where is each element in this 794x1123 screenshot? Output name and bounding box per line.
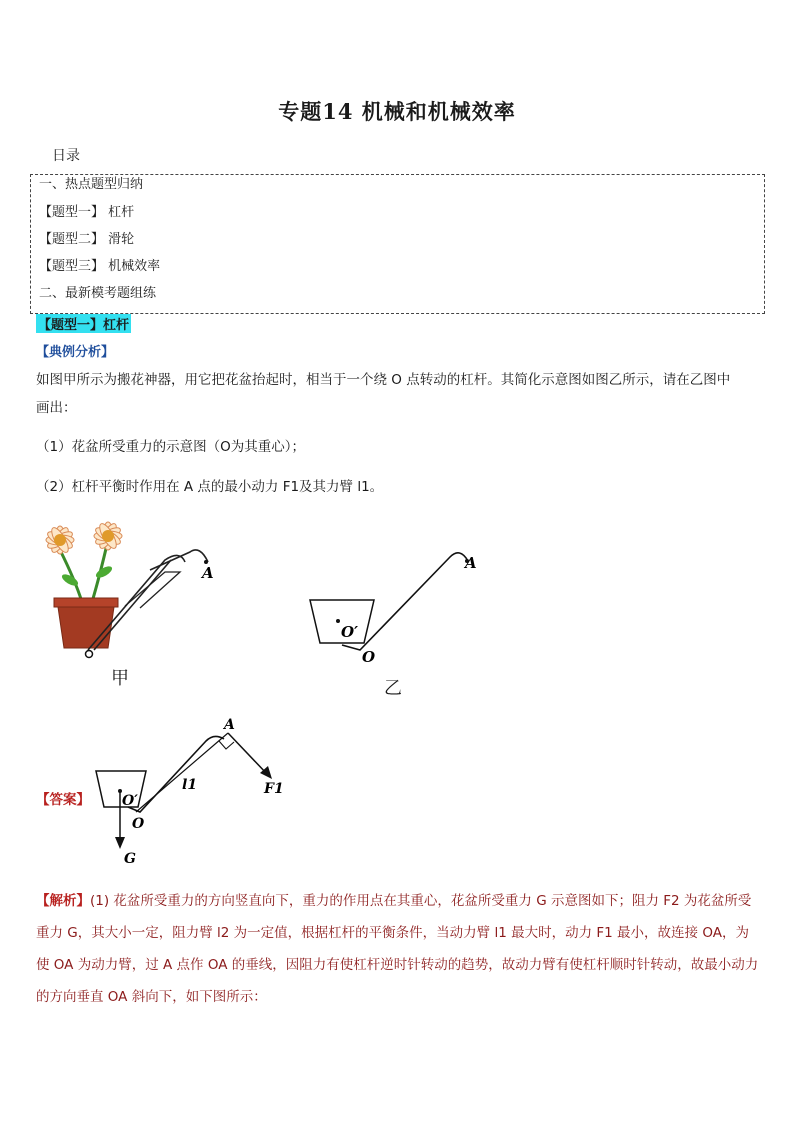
analysis-tag: 【典例分析】 bbox=[36, 345, 115, 360]
jia-caption: 甲 bbox=[111, 668, 129, 689]
answer-label-O: O bbox=[132, 816, 145, 832]
explanation bbox=[36, 885, 762, 1013]
toc-item[interactable]: 【题型三】 机械效率 bbox=[39, 259, 161, 274]
question-part1: （1）花盆所受重力的示意图（O为其重心）； bbox=[36, 439, 305, 455]
question-part2: （2）杠杆平衡时作用在 A 点的最小动力 F1及其力臂 l1。 bbox=[36, 479, 384, 495]
section-tag: 【题型一】杠杆 bbox=[36, 314, 131, 333]
question-intro-line1: 如图甲所示为搬花神器，用它把花盆抬起时，相当于一个绕 O 点转动的杠杆。其简化示意图如图乙所示，请在乙图中 bbox=[36, 372, 731, 388]
figure-jia bbox=[30, 510, 230, 660]
answer-label-l1: l1 bbox=[182, 777, 198, 793]
toc-item[interactable]: 【题型一】 杠杆 bbox=[39, 205, 135, 220]
question-intro-line2: 画出： bbox=[36, 400, 77, 416]
toc-box bbox=[30, 174, 765, 314]
toc-item[interactable]: 二、最新模考题组练 bbox=[39, 286, 157, 301]
page-title: 专题14 机械和机械效率 bbox=[278, 99, 516, 124]
yi-caption: 乙 bbox=[384, 678, 402, 699]
answer-label-F1: F1 bbox=[264, 781, 284, 797]
figure-yi bbox=[300, 545, 490, 670]
toc-item[interactable]: 【题型二】 滑轮 bbox=[39, 232, 135, 247]
figure-answer bbox=[88, 715, 298, 875]
yi-label-O-prime: O′ bbox=[341, 623, 359, 641]
yi-label-A: A bbox=[465, 554, 477, 572]
jia-label-A: A bbox=[202, 564, 214, 582]
yi-label-O: O bbox=[362, 648, 376, 666]
toc-item[interactable]: 一、热点题型归纳 bbox=[39, 177, 144, 192]
answer-label: 【答案】 bbox=[36, 792, 90, 808]
answer-label-A: A bbox=[224, 717, 235, 733]
toc-label: 日录 bbox=[52, 148, 80, 164]
answer-label-G: G bbox=[124, 851, 136, 867]
explanation-label: 【解析】 bbox=[36, 893, 90, 909]
explanation-text: (1) 花盆所受重力的方向竖直向下，重力的作用点在其重心，花盆所受重力 G 示意图如下；阻力 F2 为花盆所受重力 G，其大小一定，阻力臂 l2 为一定值，根据杠杆的平衡条件，当动力臂 l1 最大时，动力 F1 最小，故连接 OA，为使 OA 为动力臂，过 A 点作 OA 的垂线，因阻力有使杠杆逆时针转动的趋势，故动力臂有使杠杆顺时针转动，故最小动力的方向垂直 OA 斜向下，如下图所示： bbox=[36, 893, 759, 1005]
answer-label-O-prime: O′ bbox=[122, 793, 138, 809]
